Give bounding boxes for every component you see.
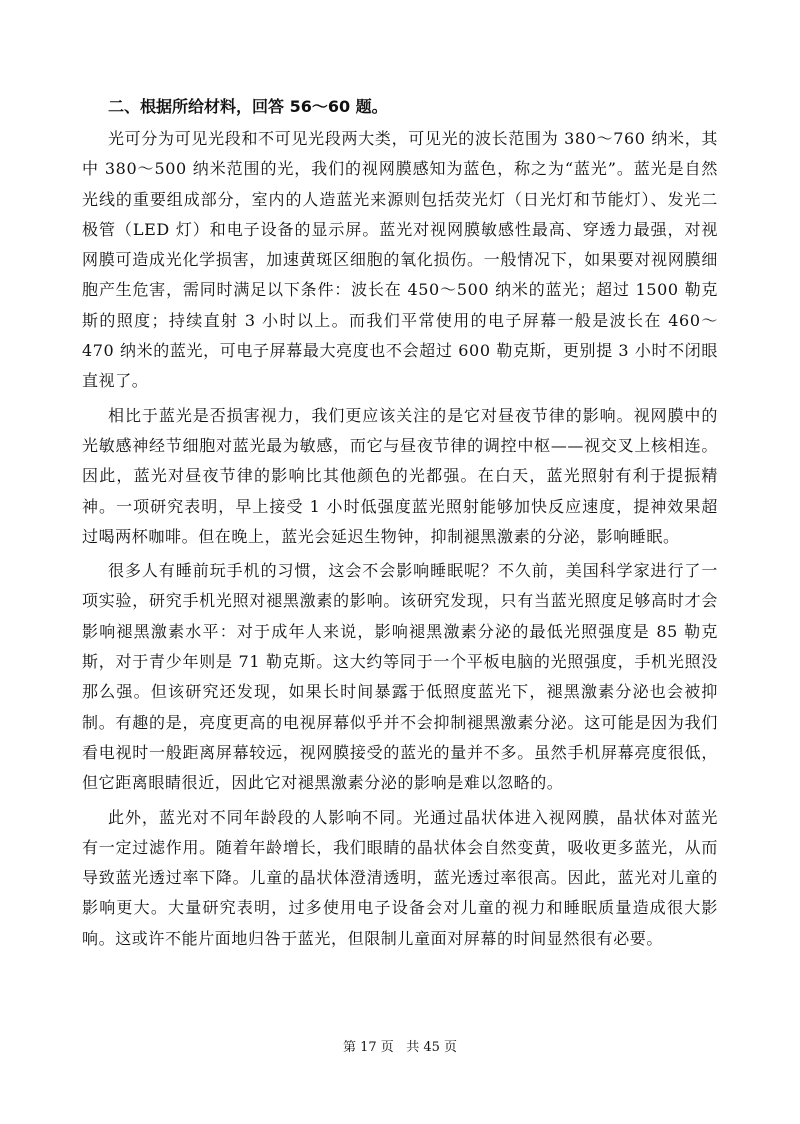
paragraph-1: 光可分为可见光段和不可见光段两大类，可见光的波长范围为 380～760 纳米，其中 380～500 纳米范围的光，我们的视网膜感知为蓝色，称之为“蓝光”。蓝光是自然光线的重要组成部分，室内的人造蓝光来源则包括荧光灯（日光灯和节能灯）、发光二极管（LED 灯）和电子设备的显示屏。蓝光对视网膜敏感性最高、穿透力最强，对视网膜可造成光化学损害，加速黄斑区细胞的氧化损伤。一般情况下，如果要对视网膜细胞产生危害，需同时满足以下条件：波长在 450～500 纳米的蓝光；超过 1500 勒克斯的照度；持续直射 3 小时以上。而我们平常使用的电子屏幕一般是波长在 460～470 纳米的蓝光，可电子屏幕最大亮度也不会超过 600 勒克斯，更别提 3 小时不闭眼直视了。 bbox=[82, 129, 718, 391]
body-text bbox=[82, 124, 718, 954]
section-heading: 二、根据所给材料，回答 56～60 题。 bbox=[108, 97, 388, 116]
page-footer: 第 17 页 共 45 页 bbox=[342, 1040, 457, 1055]
paragraph-3: 很多人有睡前玩手机的习惯，这会不会影响睡眠呢？不久前，美国科学家进行了一项实验，研究手机光照对褪黑激素的影响。该研究发现，只有当蓝光照度足够高时才会影响褪黑激素水平：对于成年人来说，影响褪黑激素分泌的最低光照强度是 85 勒克斯，对于青少年则是 71 勒克斯。这大约等同于一个平板电脑的光照强度，手机光照没那么强。但该研究还发现，如果长时间暴露于低照度蓝光下，褪黑激素分泌也会被抑制。有趣的是，亮度更高的电视屏幕似乎并不会抑制褪黑激素分泌。这可能是因为我们看电视时一般距离屏幕较远，视网膜接受的蓝光的量并不多。虽然手机屏幕亮度很低，但它距离眼睛很近，因此它对褪黑激素分泌的影响是难以忽略的。 bbox=[82, 561, 718, 793]
paragraph-4: 此外，蓝光对不同年龄段的人影响不同。光通过晶状体进入视网膜，晶状体对蓝光有一定过滤作用。随着年龄增长，我们眼睛的晶状体会自然变黄，吸收更多蓝光，从而导致蓝光透过率下降。儿童的晶状体澄清透明，蓝光透过率很高。因此，蓝光对儿童的影响更大。大量研究表明，过多使用电子设备会对儿童的视力和睡眠质量造成很大影响。这或许不能片面地归咎于蓝光，但限制儿童面对屏幕的时间显然很有必要。 bbox=[82, 807, 718, 948]
paragraph-2: 相比于蓝光是否损害视力，我们更应该关注的是它对昼夜节律的影响。视网膜中的光敏感神经节细胞对蓝光最为敏感，而它与昼夜节律的调控中枢——视交叉上核相连。因此，蓝光对昼夜节律的影响比其他颜色的光都强。在白天，蓝光照射有利于提振精神。一项研究表明，早上接受 1 小时低强度蓝光照射能够加快反应速度，提神效果超过喝两杯咖啡。但在晚上，蓝光会延迟生物钟，抑制褪黑激素的分泌，影响睡眠。 bbox=[82, 405, 718, 546]
